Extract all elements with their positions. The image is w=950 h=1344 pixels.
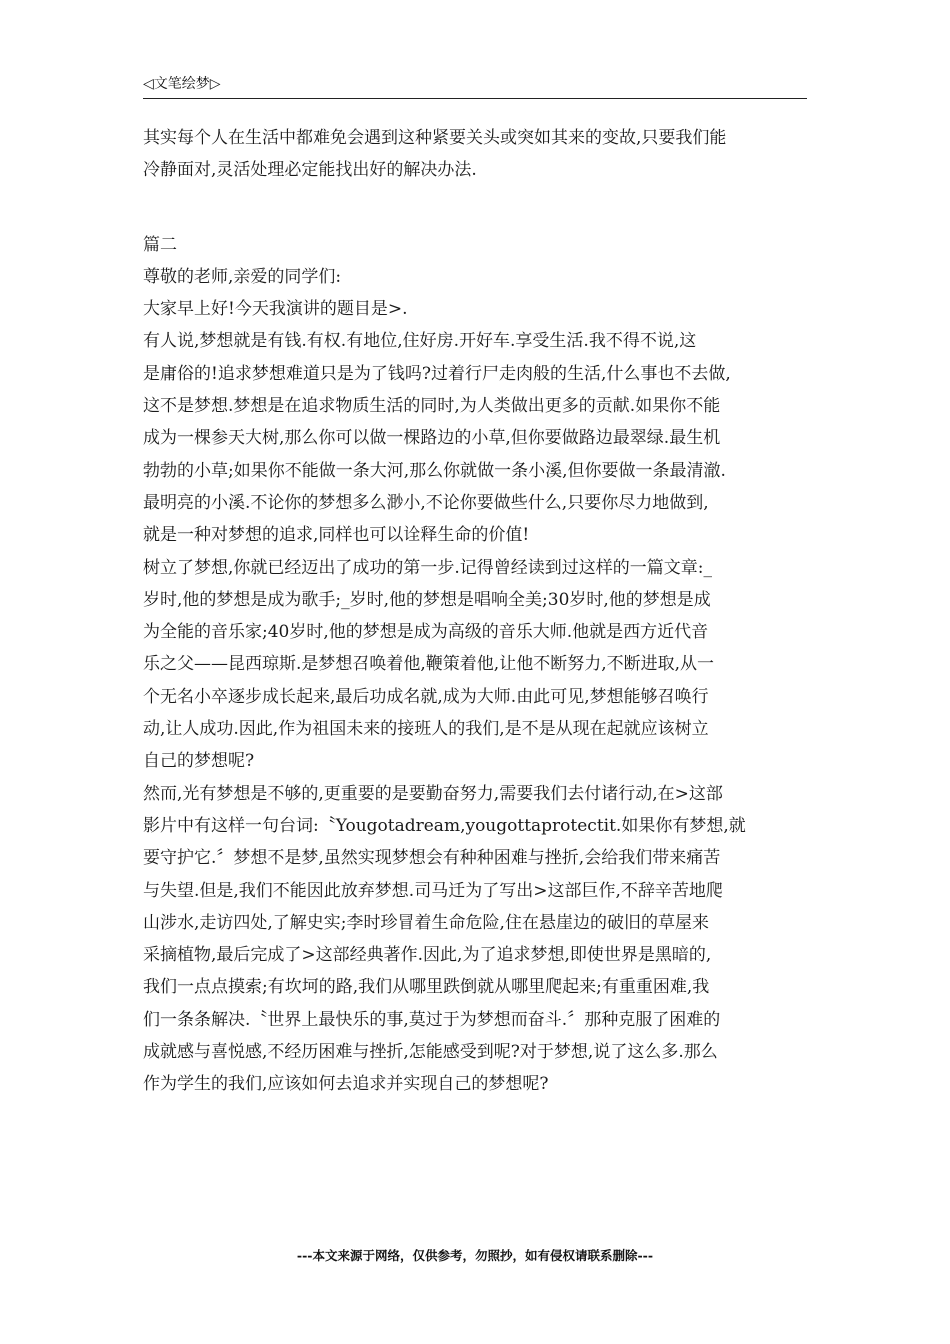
- text-line: 影片中有这样一句台词:〝Yougotadream,yougottaprotectit.如果你有梦想,就: [143, 815, 746, 836]
- text-line: 岁时,他的梦想是成为歌手;_岁时,他的梦想是唱响全美;30岁时,他的梦想是成: [143, 589, 711, 610]
- text-line: 采摘植物,最后完成了>这部经典著作.因此,为了追求梦想,即使世界是黑暗的,: [143, 945, 712, 966]
- text-line: 为全能的音乐家;40岁时,他的梦想是成为高级的音乐大师.他就是西方近代音: [143, 622, 709, 643]
- text-line: 要守护它.〞梦想不是梦,虽然实现梦想会有种种困难与挫折,会给我们带来痛苦: [143, 848, 721, 869]
- text-line: 勃勃的小草;如果你不能做一条大河,那么你就做一条小溪,但你要做一条最清澈.: [143, 460, 726, 481]
- text-line: 是庸俗的!追求梦想难道只是为了钱吗?过着行尸走肉般的生活,什么事也不去做,: [143, 363, 731, 384]
- text-line: 动,让人成功.因此,作为祖国未来的接班人的我们,是不是从现在起就应该树立: [143, 719, 709, 740]
- document-body: [143, 122, 811, 1101]
- text-line: 大家早上好!今天我演讲的题目是>.: [143, 299, 408, 320]
- text-line: 成为一棵参天大树,那么你可以做一棵路边的小草,但你要做路边最翠绿.最生机: [143, 428, 721, 449]
- text-line: 尊敬的老师,亲爱的同学们:: [143, 266, 342, 287]
- text-line: 山涉水,走访四处,了解史实;李时珍冒着生命危险,住在悬崖边的破旧的草屋来: [143, 912, 709, 933]
- text-line: 其实每个人在生活中都难免会遇到这种紧要关头或突如其来的变故,只要我们能: [143, 128, 727, 148]
- text-line: 冷静面对,灵活处理必定能找出好的解决办法.: [143, 160, 477, 181]
- text-line: 个无名小卒逐步成长起来,最后功成名就,成为大师.由此可见,梦想能够召唤行: [143, 686, 709, 707]
- text-line: 树立了梦想,你就已经迈出了成功的第一步.记得曾经读到过这样的一篇文章:_: [143, 557, 713, 578]
- section-heading: 篇二: [143, 234, 177, 255]
- page-footer: ---本文来源于网络，仅供参考，勿照抄，如有侵权请联系删除---: [296, 1248, 654, 1263]
- paragraph-intro: [143, 122, 811, 187]
- text-line: 乐之父——昆西琼斯.是梦想召唤着他,鞭策着他,让他不断努力,不断进取,从一: [143, 654, 715, 675]
- text-line: 这不是梦想.梦想是在追求物质生活的同时,为人类做出更多的贡献.如果你不能: [143, 396, 721, 417]
- section-two: [143, 229, 811, 1101]
- text-line: 最明亮的小溪.不论你的梦想多么渺小,不论你要做些什么,只要你尽力地做到,: [143, 492, 709, 513]
- header-title: ◁文笔绘梦▷: [143, 76, 221, 92]
- text-line: 成就感与喜悦感,不经历困难与挫折,怎能感受到呢?对于梦想,说了这么多.那么: [143, 1042, 718, 1063]
- text-line: 作为学生的我们,应该如何去追求并实现自己的梦想呢?: [143, 1074, 549, 1095]
- text-line: 有人说,梦想就是有钱.有权.有地位,住好房.开好车.享受生活.我不得不说,这: [143, 331, 697, 352]
- text-line: 然而,光有梦想是不够的,更重要的是要勤奋努力,需要我们去付诸行动,在>这部: [143, 783, 723, 804]
- text-line: 与失望.但是,我们不能因此放弃梦想.司马迁为了写出>这部巨作,不辞辛苦地爬: [143, 880, 723, 901]
- text-line: 自己的梦想呢?: [143, 751, 255, 772]
- text-line: 就是一种对梦想的追求,同样也可以诠释生命的价值!: [143, 525, 530, 546]
- text-line: 我们一点点摸索;有坎坷的路,我们从哪里跌倒就从哪里爬起来;有重重困难,我: [143, 977, 710, 998]
- page-header: [143, 74, 807, 99]
- text-line: 们一条条解决.〝世界上最快乐的事,莫过于为梦想而奋斗.〞那种克服了困难的: [143, 1009, 721, 1030]
- paragraph-gap: [143, 187, 811, 229]
